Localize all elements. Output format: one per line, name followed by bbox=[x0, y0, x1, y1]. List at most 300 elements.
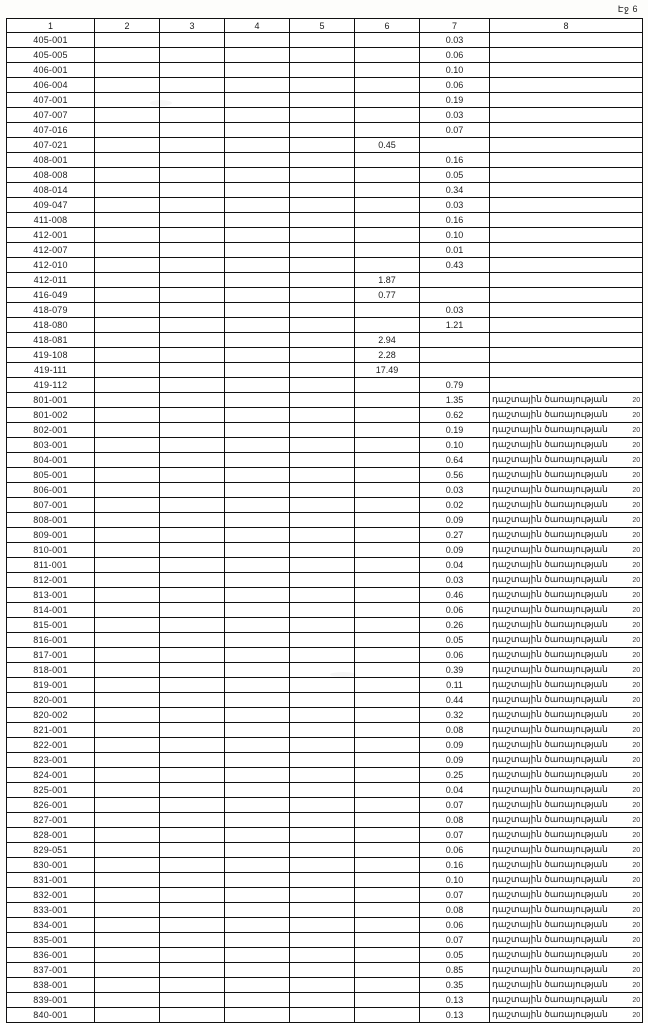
cell-value-col-3 bbox=[160, 588, 225, 603]
cell-value-col-4 bbox=[225, 468, 290, 483]
cell-description bbox=[490, 858, 643, 873]
column-header-2: 2 bbox=[95, 19, 160, 33]
cell-value-col-6: 0.45 bbox=[355, 138, 420, 153]
cell-description bbox=[490, 588, 643, 603]
cell-value-col-4 bbox=[225, 438, 290, 453]
cell-code: 408-008 bbox=[7, 168, 95, 183]
cell-value-col-7: 0.16 bbox=[420, 153, 490, 168]
table-row bbox=[7, 393, 643, 408]
description-suffix: 20 bbox=[632, 802, 640, 809]
cell-value-col-6 bbox=[355, 258, 420, 273]
cell-description bbox=[490, 783, 643, 798]
cell-description bbox=[490, 693, 643, 708]
cell-value-col-6 bbox=[355, 93, 420, 108]
cell-value-col-7: 0.39 bbox=[420, 663, 490, 678]
cell-value-col-4 bbox=[225, 933, 290, 948]
cell-value-col-3 bbox=[160, 933, 225, 948]
cell-value-col-5 bbox=[290, 318, 355, 333]
cell-value-col-6 bbox=[355, 153, 420, 168]
cell-value-col-7: 0.07 bbox=[420, 933, 490, 948]
description-suffix: 20 bbox=[632, 1012, 640, 1019]
cell-value-col-2 bbox=[95, 273, 160, 288]
cell-description bbox=[490, 303, 643, 318]
cell-value-col-4 bbox=[225, 168, 290, 183]
cell-code: 834-001 bbox=[7, 918, 95, 933]
cell-value-col-4 bbox=[225, 258, 290, 273]
table-row bbox=[7, 633, 643, 648]
cell-value-col-3 bbox=[160, 423, 225, 438]
description-text: դաշտային ծառայության bbox=[492, 409, 608, 419]
cell-value-col-3 bbox=[160, 123, 225, 138]
cell-value-col-5 bbox=[290, 393, 355, 408]
table-header bbox=[7, 19, 643, 33]
cell-value-col-5 bbox=[290, 663, 355, 678]
description-text: դաշտային ծառայության bbox=[492, 694, 608, 704]
cell-value-col-5 bbox=[290, 543, 355, 558]
description-text: դաշտային ծառայության bbox=[492, 979, 608, 989]
description-suffix: 20 bbox=[632, 757, 640, 764]
cell-value-col-3 bbox=[160, 888, 225, 903]
cell-value-col-3 bbox=[160, 318, 225, 333]
cell-value-col-2 bbox=[95, 738, 160, 753]
cell-value-col-6 bbox=[355, 63, 420, 78]
table-row bbox=[7, 708, 643, 723]
cell-value-col-3 bbox=[160, 183, 225, 198]
cell-value-col-4 bbox=[225, 753, 290, 768]
cell-value-col-2 bbox=[95, 138, 160, 153]
cell-value-col-7: 0.03 bbox=[420, 108, 490, 123]
cell-code: 832-001 bbox=[7, 888, 95, 903]
description-text: դաշտային ծառայության bbox=[492, 949, 608, 959]
cell-value-col-4 bbox=[225, 138, 290, 153]
description-suffix: 20 bbox=[632, 727, 640, 734]
cell-value-col-4 bbox=[225, 228, 290, 243]
cell-value-col-6 bbox=[355, 528, 420, 543]
cell-description bbox=[490, 678, 643, 693]
cell-value-col-5 bbox=[290, 768, 355, 783]
cell-value-col-2 bbox=[95, 813, 160, 828]
cell-value-col-4 bbox=[225, 108, 290, 123]
cell-description bbox=[490, 813, 643, 828]
cell-description bbox=[490, 558, 643, 573]
cell-value-col-3 bbox=[160, 348, 225, 363]
cell-value-col-2 bbox=[95, 768, 160, 783]
cell-value-col-2 bbox=[95, 978, 160, 993]
cell-code: 817-001 bbox=[7, 648, 95, 663]
cell-description bbox=[490, 318, 643, 333]
cell-value-col-4 bbox=[225, 948, 290, 963]
table-row bbox=[7, 918, 643, 933]
cell-value-col-5 bbox=[290, 243, 355, 258]
cell-code: 412-007 bbox=[7, 243, 95, 258]
description-suffix: 20 bbox=[632, 937, 640, 944]
cell-code: 412-001 bbox=[7, 228, 95, 243]
cell-value-col-6 bbox=[355, 603, 420, 618]
cell-value-col-5 bbox=[290, 453, 355, 468]
table-row bbox=[7, 558, 643, 573]
cell-value-col-6 bbox=[355, 213, 420, 228]
cell-value-col-4 bbox=[225, 678, 290, 693]
cell-value-col-2 bbox=[95, 723, 160, 738]
cell-value-col-2 bbox=[95, 903, 160, 918]
cell-value-col-6 bbox=[355, 483, 420, 498]
cell-description bbox=[490, 903, 643, 918]
cell-value-col-6 bbox=[355, 753, 420, 768]
description-text: դաշտային ծառայության bbox=[492, 709, 608, 719]
description-text: դաշտային ծառայության bbox=[492, 574, 608, 584]
description-suffix: 20 bbox=[632, 517, 640, 524]
cell-value-col-7: 0.43 bbox=[420, 258, 490, 273]
table-row bbox=[7, 63, 643, 78]
cell-code: 808-001 bbox=[7, 513, 95, 528]
cell-value-col-3 bbox=[160, 228, 225, 243]
cell-value-col-6 bbox=[355, 813, 420, 828]
cell-value-col-5 bbox=[290, 798, 355, 813]
table-row bbox=[7, 648, 643, 663]
cell-code: 407-007 bbox=[7, 108, 95, 123]
cell-value-col-5 bbox=[290, 228, 355, 243]
table-row bbox=[7, 603, 643, 618]
cell-code: 815-001 bbox=[7, 618, 95, 633]
cell-value-col-2 bbox=[95, 183, 160, 198]
cell-value-col-7: 0.16 bbox=[420, 858, 490, 873]
cell-value-col-6 bbox=[355, 423, 420, 438]
cell-value-col-6 bbox=[355, 468, 420, 483]
cell-code: 826-001 bbox=[7, 798, 95, 813]
cell-code: 407-016 bbox=[7, 123, 95, 138]
cell-value-col-2 bbox=[95, 633, 160, 648]
cell-value-col-6 bbox=[355, 693, 420, 708]
cell-code: 416-049 bbox=[7, 288, 95, 303]
cell-value-col-6 bbox=[355, 828, 420, 843]
cell-value-col-7: 1.21 bbox=[420, 318, 490, 333]
cell-value-col-4 bbox=[225, 378, 290, 393]
cell-description bbox=[490, 843, 643, 858]
cell-code: 807-001 bbox=[7, 498, 95, 513]
cell-value-col-3 bbox=[160, 48, 225, 63]
cell-value-col-6: 2.94 bbox=[355, 333, 420, 348]
cell-code: 813-001 bbox=[7, 588, 95, 603]
cell-value-col-6 bbox=[355, 993, 420, 1008]
cell-value-col-2 bbox=[95, 513, 160, 528]
cell-value-col-5 bbox=[290, 438, 355, 453]
cell-value-col-2 bbox=[95, 573, 160, 588]
table-row bbox=[7, 1008, 643, 1023]
cell-description bbox=[490, 183, 643, 198]
cell-value-col-6 bbox=[355, 168, 420, 183]
cell-value-col-4 bbox=[225, 573, 290, 588]
cell-value-col-2 bbox=[95, 213, 160, 228]
table-header-row bbox=[7, 19, 643, 33]
cell-value-col-6 bbox=[355, 198, 420, 213]
cell-value-col-2 bbox=[95, 948, 160, 963]
table-row bbox=[7, 978, 643, 993]
cell-value-col-5 bbox=[290, 108, 355, 123]
cell-description bbox=[490, 438, 643, 453]
cell-value-col-7: 0.03 bbox=[420, 33, 490, 48]
cell-value-col-2 bbox=[95, 618, 160, 633]
cell-description bbox=[490, 963, 643, 978]
cell-value-col-4 bbox=[225, 633, 290, 648]
cell-code: 830-001 bbox=[7, 858, 95, 873]
description-suffix: 20 bbox=[632, 997, 640, 1004]
cell-value-col-5 bbox=[290, 708, 355, 723]
cell-value-col-5 bbox=[290, 948, 355, 963]
cell-value-col-7: 0.27 bbox=[420, 528, 490, 543]
cell-value-col-5 bbox=[290, 693, 355, 708]
cell-value-col-3 bbox=[160, 648, 225, 663]
table-row bbox=[7, 303, 643, 318]
cell-value-col-5 bbox=[290, 273, 355, 288]
cell-description bbox=[490, 603, 643, 618]
table-row bbox=[7, 993, 643, 1008]
cell-code: 418-080 bbox=[7, 318, 95, 333]
cell-value-col-4 bbox=[225, 798, 290, 813]
cell-code: 827-001 bbox=[7, 813, 95, 828]
cell-code: 418-081 bbox=[7, 333, 95, 348]
cell-value-col-5 bbox=[290, 63, 355, 78]
description-suffix: 20 bbox=[632, 577, 640, 584]
cell-description bbox=[490, 138, 643, 153]
cell-code: 811-001 bbox=[7, 558, 95, 573]
cell-value-col-7: 0.04 bbox=[420, 558, 490, 573]
cell-description bbox=[490, 363, 643, 378]
cell-value-col-2 bbox=[95, 1008, 160, 1023]
description-text: դաշտային ծառայության bbox=[492, 679, 608, 689]
cell-value-col-5 bbox=[290, 978, 355, 993]
cell-value-col-7: 0.06 bbox=[420, 648, 490, 663]
cell-value-col-3 bbox=[160, 858, 225, 873]
cell-description bbox=[490, 498, 643, 513]
table-row bbox=[7, 228, 643, 243]
cell-value-col-7: 0.10 bbox=[420, 63, 490, 78]
cell-value-col-4 bbox=[225, 588, 290, 603]
cell-value-col-7: 0.08 bbox=[420, 723, 490, 738]
cell-value-col-3 bbox=[160, 618, 225, 633]
cell-value-col-5 bbox=[290, 678, 355, 693]
cell-value-col-3 bbox=[160, 978, 225, 993]
cell-value-col-2 bbox=[95, 378, 160, 393]
cell-description bbox=[490, 123, 643, 138]
cell-value-col-3 bbox=[160, 393, 225, 408]
cell-value-col-7: 0.25 bbox=[420, 768, 490, 783]
cell-description bbox=[490, 213, 643, 228]
description-suffix: 20 bbox=[632, 712, 640, 719]
cell-value-col-7: 0.79 bbox=[420, 378, 490, 393]
cell-value-col-7: 0.05 bbox=[420, 633, 490, 648]
cell-description bbox=[490, 153, 643, 168]
description-suffix: 20 bbox=[632, 532, 640, 539]
cell-value-col-4 bbox=[225, 243, 290, 258]
cell-value-col-2 bbox=[95, 603, 160, 618]
cell-value-col-7: 0.06 bbox=[420, 603, 490, 618]
cell-value-col-2 bbox=[95, 543, 160, 558]
cell-description bbox=[490, 828, 643, 843]
cell-value-col-5 bbox=[290, 183, 355, 198]
description-text: դաշտային ծառայության bbox=[492, 634, 608, 644]
cell-value-col-3 bbox=[160, 243, 225, 258]
cell-value-col-2 bbox=[95, 993, 160, 1008]
cell-value-col-4 bbox=[225, 1008, 290, 1023]
cell-value-col-4 bbox=[225, 978, 290, 993]
table-row bbox=[7, 333, 643, 348]
table-row bbox=[7, 363, 643, 378]
cell-value-col-2 bbox=[95, 963, 160, 978]
cell-value-col-5 bbox=[290, 828, 355, 843]
description-text: դաշտային ծառայության bbox=[492, 664, 608, 674]
table-row bbox=[7, 93, 643, 108]
cell-value-col-7: 0.03 bbox=[420, 573, 490, 588]
cell-value-col-3 bbox=[160, 783, 225, 798]
description-suffix: 20 bbox=[632, 967, 640, 974]
cell-value-col-4 bbox=[225, 783, 290, 798]
cell-value-col-6 bbox=[355, 663, 420, 678]
cell-value-col-6: 1.87 bbox=[355, 273, 420, 288]
cell-value-col-6 bbox=[355, 243, 420, 258]
table-row bbox=[7, 768, 643, 783]
description-text: դաշտային ծառայության bbox=[492, 739, 608, 749]
table-row bbox=[7, 813, 643, 828]
description-suffix: 20 bbox=[632, 607, 640, 614]
cell-code: 825-001 bbox=[7, 783, 95, 798]
description-suffix: 20 bbox=[632, 442, 640, 449]
description-text: դաշտային ծառայության bbox=[492, 484, 608, 494]
cell-value-col-5 bbox=[290, 168, 355, 183]
description-text: դաշտային ծառայության bbox=[492, 559, 608, 569]
cell-value-col-5 bbox=[290, 123, 355, 138]
cell-value-col-3 bbox=[160, 1008, 225, 1023]
table-row bbox=[7, 348, 643, 363]
table-row bbox=[7, 33, 643, 48]
cell-description bbox=[490, 288, 643, 303]
cell-value-col-3 bbox=[160, 513, 225, 528]
cell-description bbox=[490, 738, 643, 753]
cell-value-col-2 bbox=[95, 198, 160, 213]
cell-value-col-6 bbox=[355, 318, 420, 333]
cell-value-col-3 bbox=[160, 468, 225, 483]
cell-code: 831-001 bbox=[7, 873, 95, 888]
cell-value-col-3 bbox=[160, 303, 225, 318]
cell-value-col-3 bbox=[160, 843, 225, 858]
cell-value-col-4 bbox=[225, 198, 290, 213]
cell-value-col-6 bbox=[355, 618, 420, 633]
cell-description bbox=[490, 93, 643, 108]
cell-value-col-5 bbox=[290, 288, 355, 303]
cell-value-col-3 bbox=[160, 873, 225, 888]
cell-description bbox=[490, 333, 643, 348]
cell-value-col-4 bbox=[225, 303, 290, 318]
cell-value-col-7: 0.11 bbox=[420, 678, 490, 693]
cell-value-col-6 bbox=[355, 303, 420, 318]
cell-value-col-7: 0.85 bbox=[420, 963, 490, 978]
table-row bbox=[7, 138, 643, 153]
cell-value-col-7: 0.26 bbox=[420, 618, 490, 633]
table-row bbox=[7, 663, 643, 678]
cell-code: 816-001 bbox=[7, 633, 95, 648]
table-row bbox=[7, 693, 643, 708]
cell-value-col-5 bbox=[290, 888, 355, 903]
table-row bbox=[7, 183, 643, 198]
cell-value-col-6 bbox=[355, 723, 420, 738]
table-row bbox=[7, 528, 643, 543]
cell-value-col-5 bbox=[290, 993, 355, 1008]
table-row bbox=[7, 828, 643, 843]
page-number-label: Էջ 6 bbox=[617, 4, 638, 14]
table-row bbox=[7, 468, 643, 483]
cell-value-col-6 bbox=[355, 708, 420, 723]
cell-value-col-2 bbox=[95, 93, 160, 108]
cell-description bbox=[490, 348, 643, 363]
cell-code: 412-011 bbox=[7, 273, 95, 288]
cell-value-col-7: 0.04 bbox=[420, 783, 490, 798]
table-row bbox=[7, 723, 643, 738]
cell-value-col-6 bbox=[355, 963, 420, 978]
cell-value-col-3 bbox=[160, 723, 225, 738]
cell-code: 805-001 bbox=[7, 468, 95, 483]
cell-value-col-5 bbox=[290, 573, 355, 588]
cell-value-col-3 bbox=[160, 498, 225, 513]
cell-code: 829-051 bbox=[7, 843, 95, 858]
description-text: դաշտային ծառայության bbox=[492, 544, 608, 554]
table-row bbox=[7, 258, 643, 273]
cell-code: 419-112 bbox=[7, 378, 95, 393]
cell-value-col-7: 0.01 bbox=[420, 243, 490, 258]
cell-value-col-5 bbox=[290, 723, 355, 738]
cell-code: 819-001 bbox=[7, 678, 95, 693]
cell-code: 801-001 bbox=[7, 393, 95, 408]
cell-value-col-4 bbox=[225, 693, 290, 708]
cell-value-col-7: 0.10 bbox=[420, 228, 490, 243]
description-text: դաշտային ծառայության bbox=[492, 844, 608, 854]
description-text: դաշտային ծառայության bbox=[492, 604, 608, 614]
cell-code: 824-001 bbox=[7, 768, 95, 783]
description-suffix: 20 bbox=[632, 742, 640, 749]
cell-description bbox=[490, 513, 643, 528]
cell-description bbox=[490, 198, 643, 213]
cell-value-col-5 bbox=[290, 303, 355, 318]
cell-value-col-5 bbox=[290, 633, 355, 648]
column-header-3: 3 bbox=[160, 19, 225, 33]
cell-value-col-6 bbox=[355, 498, 420, 513]
cell-value-col-3 bbox=[160, 363, 225, 378]
cell-description bbox=[490, 528, 643, 543]
table-row bbox=[7, 288, 643, 303]
description-suffix: 20 bbox=[632, 412, 640, 419]
description-text: դաշտային ծառայության bbox=[492, 769, 608, 779]
table-row bbox=[7, 753, 643, 768]
cell-value-col-7 bbox=[420, 348, 490, 363]
cell-value-col-2 bbox=[95, 363, 160, 378]
cell-value-col-7: 0.46 bbox=[420, 588, 490, 603]
cell-value-col-7: 0.03 bbox=[420, 483, 490, 498]
cell-value-col-4 bbox=[225, 858, 290, 873]
cell-value-col-2 bbox=[95, 843, 160, 858]
cell-value-col-6 bbox=[355, 768, 420, 783]
cell-value-col-5 bbox=[290, 138, 355, 153]
cell-value-col-3 bbox=[160, 603, 225, 618]
cell-value-col-7: 0.35 bbox=[420, 978, 490, 993]
cell-value-col-2 bbox=[95, 123, 160, 138]
cell-code: 821-001 bbox=[7, 723, 95, 738]
cell-value-col-6 bbox=[355, 78, 420, 93]
cell-code: 839-001 bbox=[7, 993, 95, 1008]
cell-description bbox=[490, 918, 643, 933]
cell-value-col-2 bbox=[95, 888, 160, 903]
cell-value-col-3 bbox=[160, 693, 225, 708]
cell-value-col-6 bbox=[355, 738, 420, 753]
cell-value-col-7: 0.06 bbox=[420, 843, 490, 858]
cell-description bbox=[490, 33, 643, 48]
